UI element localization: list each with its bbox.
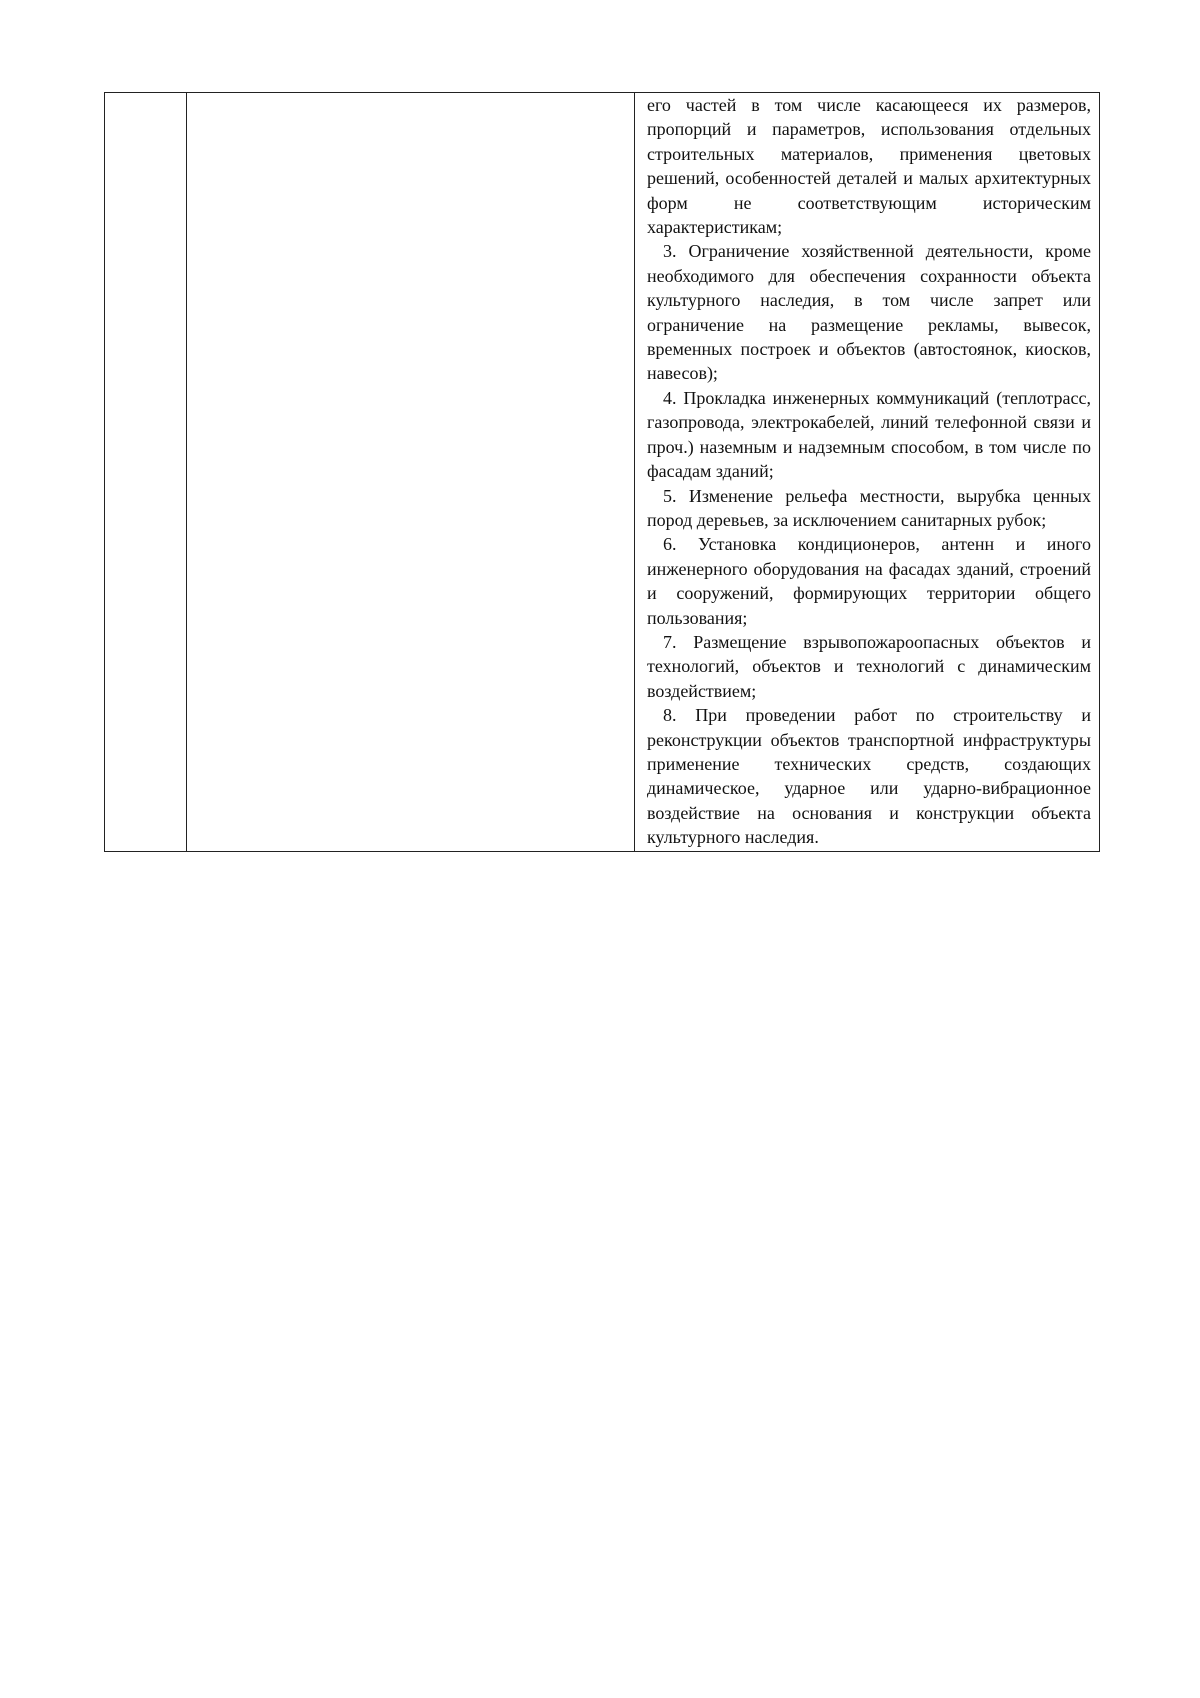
requirement-paragraph-3: 3. Ограничение хозяйственной деятельности, кроме необходимого для обеспечения сохранности объекта культурного наследия, в том числе запрет или ограничение на размещение рекламы, вывесок, временных построек и объектов (автостоянок, киосков, навесов); xyxy=(647,241,1091,384)
table-cell-number xyxy=(105,93,187,852)
requirement-paragraph-7: 7. Размещение взрывопожароопасных объектов и технологий, объектов и технологий с динамическим воздействием; xyxy=(647,631,1091,701)
requirement-paragraph-5: 5. Изменение рельефа местности, вырубка ценных пород деревьев, за исключением санитарных рубок; xyxy=(647,485,1091,530)
requirement-paragraph-continued: его частей в том числе касающееся их размеров, пропорций и параметров, использования отдельных строительных материалов, применения цветовых решений, особенностей деталей и малых архитектурных форм не соответствующим историческим характеристикам; xyxy=(647,95,1091,238)
requirement-paragraph-6: 6. Установка кондиционеров, антенн и иного инженерного оборудования на фасадах зданий, строений и сооружений, формирующих территории общего пользования; xyxy=(647,534,1091,628)
table-cell-requirements xyxy=(635,93,1100,852)
table-cell-object xyxy=(187,93,635,852)
requirement-paragraph-8: 8. При проведении работ по строительству и реконструкции объектов транспортной инфраструктуры применение технических средств, создающих динамическое, ударное или ударно-вибрационное воздействие на основания и конструкции объекта культурного наследия. xyxy=(647,705,1091,848)
requirement-paragraph-4: 4. Прокладка инженерных коммуникаций (теплотрасс, газопровода, электрокабелей, линий телефонной связи и проч.) наземным и надземным способом, в том числе по фасадам зданий; xyxy=(647,387,1091,482)
table-row xyxy=(105,93,1100,852)
restrictions-table xyxy=(104,92,1100,852)
